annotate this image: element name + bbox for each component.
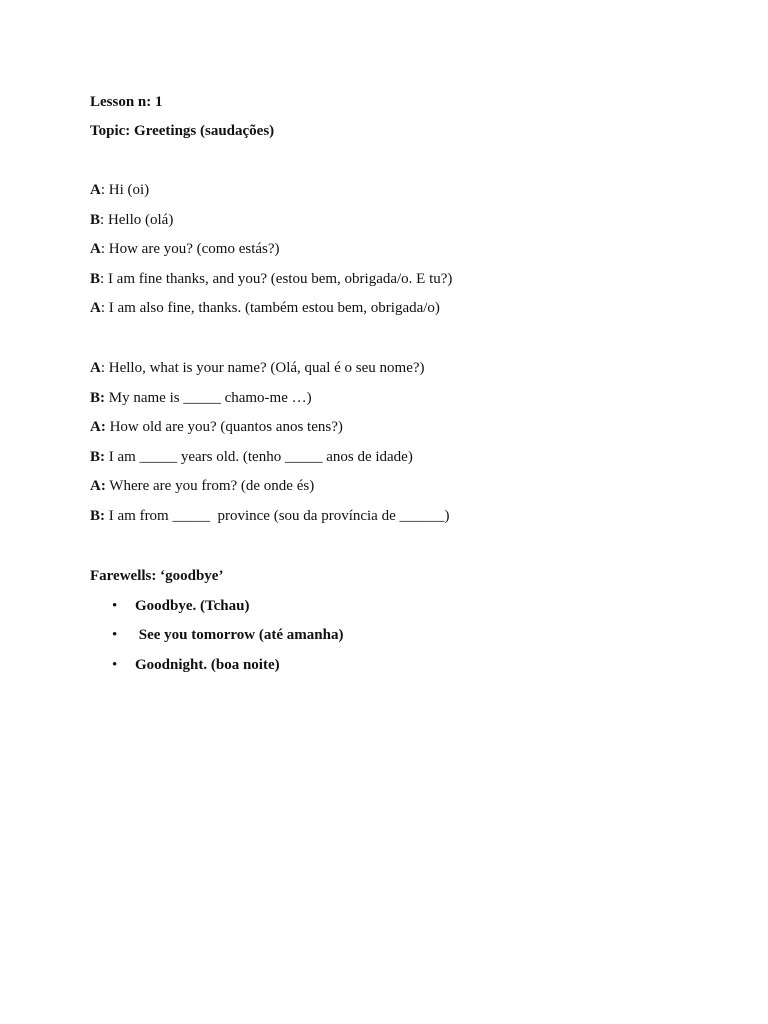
dialogue-line [90, 359, 728, 389]
speaker-separator: : [100, 241, 106, 258]
speaker-label: A [90, 241, 101, 258]
list-item [90, 597, 728, 627]
speaker-label: B: [90, 389, 105, 406]
speaker-separator: : [100, 300, 106, 317]
speaker-separator: : [100, 270, 105, 287]
dialogue-line [90, 299, 728, 329]
dialogue-line [90, 181, 728, 211]
speaker-separator: : [100, 211, 105, 228]
dialogue-text: How old are you? (quantos anos tens?) [105, 419, 343, 436]
dialogue-text: How are you? (como estás?) [105, 241, 280, 258]
dialogue-line [90, 507, 728, 537]
dialogue-text: Hello (olá) [104, 211, 174, 228]
farewell-text: Goodbye. (Tchau) [135, 597, 250, 614]
speaker-label: B [90, 211, 101, 228]
dialogue-text: Where are you from? (de onde és) [105, 478, 315, 495]
dialogue-text: Hello, what is your name? (Olá, qual é o seu nome?) [105, 359, 425, 376]
speaker-separator: : [100, 182, 106, 198]
dialogue-text: My name is _____ chamo-me …) [105, 389, 312, 406]
dialogue-line [90, 240, 728, 270]
document-page [90, 93, 728, 685]
spacer [90, 537, 728, 567]
speaker-label: B: [90, 448, 105, 465]
spacer [90, 329, 728, 359]
speaker-label: B: [90, 507, 105, 524]
speaker-label: A: [90, 478, 106, 495]
speaker-label: A: [90, 419, 106, 436]
dialogue-greetings [90, 181, 728, 329]
speaker-label: A [90, 300, 101, 317]
dialogue-line [90, 389, 728, 419]
dialogue-text: I am _____ years old. (tenho _____ anos de idade) [105, 448, 413, 465]
dialogue-line [90, 418, 728, 448]
speaker-separator: : [100, 359, 106, 376]
lesson-number: Lesson n: 1 [90, 94, 163, 110]
dialogue-text: I am also fine, thanks. (também estou bem, obrigada/o) [105, 300, 440, 317]
farewells-list [90, 597, 728, 686]
dialogue-line [90, 477, 728, 507]
bullet-icon: • [112, 627, 118, 644]
farewell-text: Goodnight. (boa noite) [135, 656, 280, 673]
farewell-text: See you tomorrow (até amanha) [135, 627, 344, 644]
dialogue-text: Hi (oi) [105, 182, 150, 198]
dialogue-line [90, 211, 728, 241]
speaker-label: A [90, 182, 101, 198]
bullet-icon: • [112, 656, 118, 673]
farewells-heading: Farewells: ‘goodbye’ [90, 567, 224, 584]
dialogue-line [90, 270, 728, 300]
dialogue-line [90, 448, 728, 478]
lesson-topic: Topic: Greetings (saudações) [90, 123, 275, 139]
list-item [90, 656, 728, 686]
dialogue-text: I am fine thanks, and you? (estou bem, obrigada/o. E tu?) [104, 270, 453, 287]
speaker-label: A [90, 359, 101, 376]
dialogue-introductions [90, 359, 728, 537]
speaker-label: B [90, 270, 101, 287]
spacer [90, 151, 728, 181]
bullet-icon: • [112, 597, 118, 614]
dialogue-text: I am from _____ province (sou da província de ______) [105, 507, 450, 524]
list-item [90, 626, 728, 656]
